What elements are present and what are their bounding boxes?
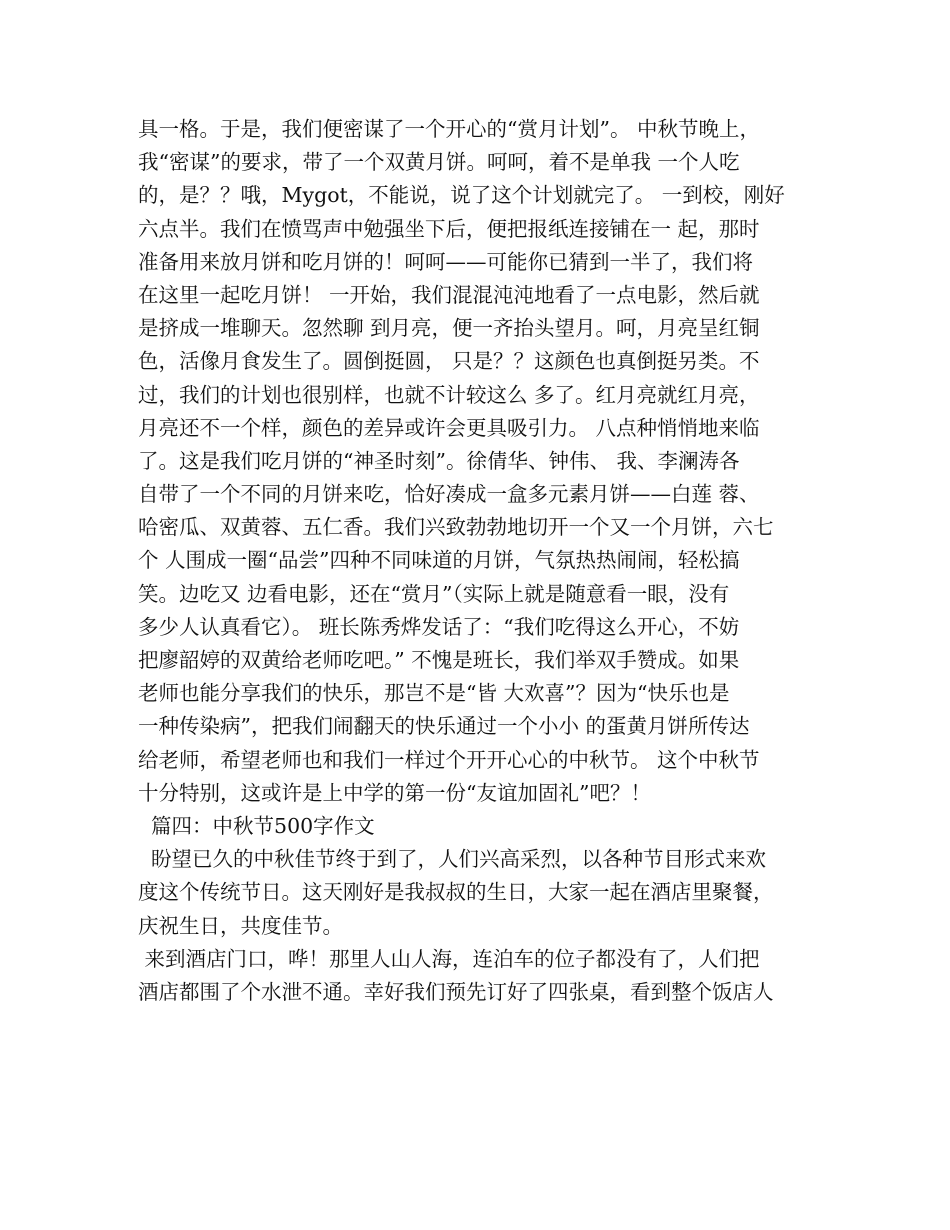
text-line: 把廖韶婷的双黄给老师吃吧。” 不愧是班长，我们举双手赞成。如果 xyxy=(138,648,740,672)
text-line: 来到酒店门口，哗！那里人山人海，连泊车的位子都没有了，人们把 xyxy=(138,946,760,971)
text-line: 自带了一个不同的月饼来吃，恰好凑成一盒多元素月饼——白莲 蓉、 xyxy=(138,482,760,507)
text-line: 哈密瓜、双黄蓉、五仁香。我们兴致勃勃地切开一个又一个月饼，六七 xyxy=(138,515,774,540)
text-line: 庆祝生日，共度佳节。 xyxy=(138,913,343,938)
text-line: 酒店都围了个水泄不通。幸好我们预先订好了四张桌，看到整个饭店人 xyxy=(138,979,774,1004)
text-line: 是挤成一堆聊天。忽然聊 到月亮，便一齐抬头望月。呵，月亮呈红铜 xyxy=(138,316,760,341)
text-line: 度这个传统节日。这天刚好是我叔叔的生日，大家一起在酒店里聚餐， xyxy=(138,880,774,905)
text-line: 过，我们的计划也很别样，也就不计较这么 多了。红月亮就红月亮， xyxy=(138,382,760,407)
text-line: 老师也能分享我们的快乐，那岂不是“皆 大欢喜”？因为“快乐也是 xyxy=(138,681,730,706)
text-line: 六点半。我们在愤骂声中勉强坐下后，便把报纸连接铺在一 起，那时 xyxy=(138,216,760,241)
text-line: 给老师，希望老师也和我们一样过个开开心心的中秋节。 这个中秋节 xyxy=(138,747,760,772)
text-line: 十分特别，这或许是上中学的第一份“友谊加固礼”吧？！ xyxy=(138,780,651,805)
text-line: 色，活像月食发生了。圆倒挺圆， 只是？？这颜色也真倒挺另类。不 xyxy=(138,349,760,374)
text-line: 我“密谋”的要求，带了一个双黄月饼。呵呵，着不是单我 一个人吃 xyxy=(138,150,740,175)
body-text xyxy=(138,113,828,1009)
text-line: 一种传染病”，把我们闹翻天的快乐通过一个小小 的蛋黄月饼所传达 xyxy=(138,714,750,739)
text-line: 月亮还不一个样，颜色的差异或许会更具吸引力。 八点种悄悄地来临 xyxy=(138,415,760,440)
text-line: 在这里一起吃月饼！ 一开始，我们混混沌沌地看了一点电影，然后就 xyxy=(138,282,760,307)
text-line: 了。这是我们吃月饼的“神圣时刻”。徐倩华、钟伟、 我、李澜涛各 xyxy=(138,448,740,473)
text-line: 笑。边吃又 边看电影，还在“赏月”（实际上就是随意看一眼，没有 xyxy=(138,581,730,606)
text-line: 准备用来放月饼和吃月饼的！呵呵——可能你已猜到一半了，我们将 xyxy=(138,249,753,274)
text-line: 盼望已久的中秋佳节终于到了，人们兴高采烈，以各种节目形式来欢 xyxy=(138,847,767,872)
text-line: 的，是？？哦，Mygot，不能说，说了这个计划就完了。 一到校，刚好 xyxy=(138,183,785,208)
text-line: 个 人围成一圈“品尝”四种不同味道的月饼，气氛热热闹闹，轻松搞 xyxy=(138,548,740,573)
text-line: 多少人认真看它）。 班长陈秀烨发话了：“我们吃得这么开心，不妨 xyxy=(138,614,740,639)
section-heading: 篇四：中秋节500字作文 xyxy=(138,813,375,838)
text-line: 具一格。于是，我们便密谋了一个开心的“赏月计划”。 中秋节晚上， xyxy=(138,117,760,141)
